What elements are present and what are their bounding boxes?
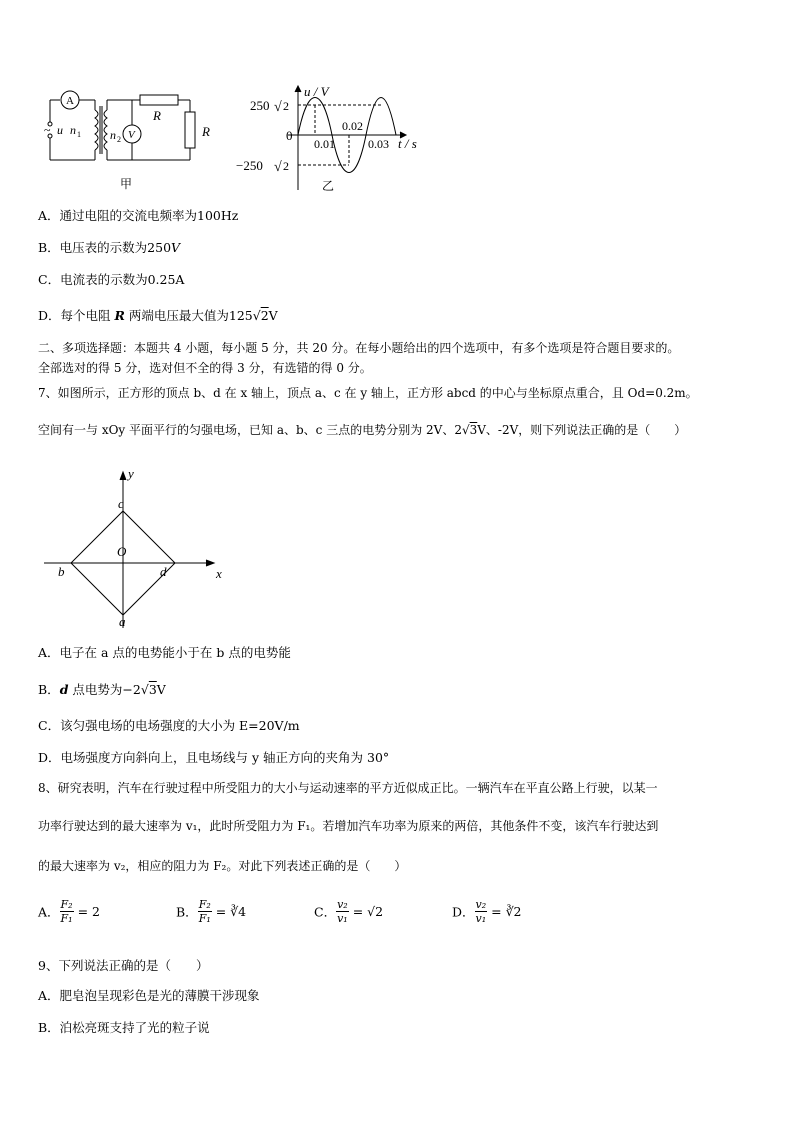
q8-option-b bbox=[176, 898, 246, 925]
q8-option-d-den: v₁ bbox=[475, 912, 487, 925]
q6-option-b bbox=[38, 240, 180, 256]
q8-option-b-label: B． bbox=[176, 904, 198, 920]
q8-option-c-fraction bbox=[336, 898, 349, 925]
tick-label-002: 0.02 bbox=[342, 119, 363, 133]
q8-stem-line2: 功率行驶达到的最大速率为 v₁，此时所受阻力为 F₁。若增加汽车功率为原来的两倍，其他条件不变，该汽车行驶达到 bbox=[38, 819, 659, 833]
q7-option-b-mid: 点电势为 bbox=[68, 682, 123, 697]
y-min-root-sign: √ bbox=[274, 160, 282, 175]
q9-option-b: B．泊松亮斑支持了光的粒子说 bbox=[38, 1020, 210, 1035]
y-max-label: 250 bbox=[250, 98, 270, 113]
sqrt-symbol: √ bbox=[252, 308, 261, 323]
tilde-symbol: ~ bbox=[44, 123, 51, 137]
q7-option-b-root: 3 bbox=[148, 682, 157, 697]
u-label: u bbox=[57, 123, 63, 137]
resistor-right-label: R bbox=[202, 124, 210, 139]
tick-label-001: 0.01 bbox=[314, 137, 335, 151]
q6-option-c: C．电流表的示数为0.25A bbox=[38, 272, 185, 287]
n1-sub: 1 bbox=[77, 130, 81, 139]
q6-option-d-root: 2 bbox=[260, 308, 269, 323]
y-axis-label: u / V bbox=[304, 84, 329, 99]
q8-option-b-num: F₂ bbox=[198, 898, 211, 911]
q7-stem-root: 3 bbox=[469, 423, 478, 437]
sqrt-symbol: √ bbox=[140, 682, 149, 697]
q8-option-d-label: D． bbox=[452, 904, 475, 920]
x-axis-label: x bbox=[216, 566, 222, 581]
q7-stem-line1: 7、如图所示，正方形的顶点 b、d 在 x 轴上，顶点 a、c 在 y 轴上，正方形 abcd 的中心与坐标原点重合，且 Od=0.2m。 bbox=[38, 386, 698, 400]
q7-stem-line2-post: V、-2V，则下列说法正确的是（ ） bbox=[477, 423, 687, 437]
q7-option-a: A．电子在 a 点的电势能小于在 b 点的电势能 bbox=[38, 645, 291, 660]
q8-option-b-den: F₁ bbox=[198, 912, 211, 925]
sqrt-symbol: √ bbox=[461, 423, 470, 437]
q6-option-d-unit: V bbox=[268, 308, 278, 323]
q8-option-d-rhs: = ∛2 bbox=[491, 904, 522, 919]
q8-option-c-den: v₁ bbox=[337, 912, 348, 925]
point-c-label: c bbox=[118, 496, 124, 511]
figure-caption-yi: 乙 bbox=[322, 179, 335, 193]
q6-option-b-text: B．电压表的示数为250 bbox=[38, 240, 172, 255]
point-d-label: d bbox=[160, 564, 167, 579]
q6-option-d-r: R bbox=[114, 308, 125, 323]
q7-option-b-label: B． bbox=[38, 682, 60, 697]
q8-option-a-num: F₂ bbox=[60, 898, 73, 911]
q8-option-a-fraction bbox=[60, 898, 74, 925]
x-axis-label: t / s bbox=[398, 136, 417, 151]
q8-stem-line1: 8、研究表明，汽车在行驶过程中所受阻力的大小与运动速率的平方近似成正比。一辆汽车在平直公路上行驶，以某一 bbox=[38, 781, 658, 795]
waveform-figure bbox=[228, 80, 428, 196]
q8-option-a-label: A． bbox=[38, 904, 60, 920]
q7-option-b-d: d bbox=[59, 682, 69, 697]
square-figure bbox=[40, 464, 240, 632]
q8-stem-line3: 的最大速率为 v₂，相应的阻力为 F₂。对此下列表述正确的是（ ） bbox=[38, 859, 407, 873]
q8-option-d bbox=[452, 898, 522, 925]
circuit-figure bbox=[40, 82, 220, 194]
q8-option-b-fraction bbox=[198, 898, 212, 925]
y-axis-label: y bbox=[128, 466, 134, 481]
point-a-label: a bbox=[119, 614, 126, 629]
q7-option-b-unit: V bbox=[156, 682, 166, 697]
y-max-root-sign: √ bbox=[274, 100, 282, 115]
q6-option-a: A．通过电阻的交流电频率为100Hz bbox=[38, 208, 239, 223]
q8-option-c-label: C． bbox=[314, 904, 337, 920]
q8-option-c bbox=[314, 898, 383, 925]
ammeter-label: A bbox=[66, 95, 74, 107]
point-b-label: b bbox=[58, 564, 65, 579]
q6-option-d-value: 125 bbox=[228, 308, 253, 323]
section2-line2: 全部选对的得 5 分，选对但不全的得 3 分，有选错的得 0 分。 bbox=[38, 361, 372, 375]
q7-option-c: C．该匀强电场的电场强度的大小为 E=20V/m bbox=[38, 718, 300, 733]
figure-caption-jia: 甲 bbox=[120, 177, 133, 191]
y-min-root: 2 bbox=[283, 159, 289, 173]
q8-option-c-rhs: = √2 bbox=[352, 904, 384, 919]
section2-line1: 二、多项选择题：本题共 4 小题，每小题 5 分，共 20 分。在每小题给出的四个选项中，有多个选项是符合题目要求的。 bbox=[38, 341, 680, 355]
q8-option-c-num: v₂ bbox=[337, 898, 348, 911]
tick-label-003: 0.03 bbox=[368, 137, 389, 151]
n1-label: n bbox=[70, 123, 76, 137]
q9-option-a: A．肥皂泡呈现彩色是光的薄膜干涉现象 bbox=[38, 988, 260, 1003]
q7-option-b-value: −2 bbox=[122, 682, 141, 697]
q6-option-d-mid: 两端电压最大值为 bbox=[124, 308, 229, 323]
q8-option-b-rhs: = ∛4 bbox=[215, 904, 247, 919]
n2-label: n bbox=[110, 128, 116, 142]
q8-option-d-fraction bbox=[475, 898, 488, 925]
n2-sub: 2 bbox=[117, 135, 121, 144]
y-zero-label: 0 bbox=[286, 128, 293, 143]
q8-option-a-den: F₁ bbox=[60, 912, 73, 925]
q7-stem-value: 2 bbox=[454, 423, 462, 437]
y-min-label: −250 bbox=[236, 158, 263, 173]
q8-option-a bbox=[38, 898, 100, 925]
q6-option-d bbox=[38, 308, 278, 324]
q7-stem-line2 bbox=[38, 422, 686, 438]
voltmeter-label: V bbox=[128, 129, 135, 141]
q9-stem: 9、下列说法正确的是（ ） bbox=[38, 958, 209, 973]
q7-stem-line2-pre: 空间有一与 xOy 平面平行的匀强电场，已知 a、b、c 三点的电势分别为 2V、 bbox=[38, 423, 455, 437]
y-max-root: 2 bbox=[283, 99, 289, 113]
q8-option-a-rhs: = 2 bbox=[77, 904, 100, 919]
q6-option-b-unit: V bbox=[171, 240, 181, 255]
q8-option-d-num: v₂ bbox=[475, 898, 487, 911]
resistor-top-label: R bbox=[153, 108, 161, 123]
q7-option-b bbox=[38, 682, 166, 698]
origin-label: O bbox=[117, 544, 127, 559]
q6-option-d-text: D．每个电阻 bbox=[38, 308, 115, 323]
q7-option-d: D．电场强度方向斜向上，且电场线与 y 轴正方向的夹角为 30° bbox=[38, 750, 390, 765]
